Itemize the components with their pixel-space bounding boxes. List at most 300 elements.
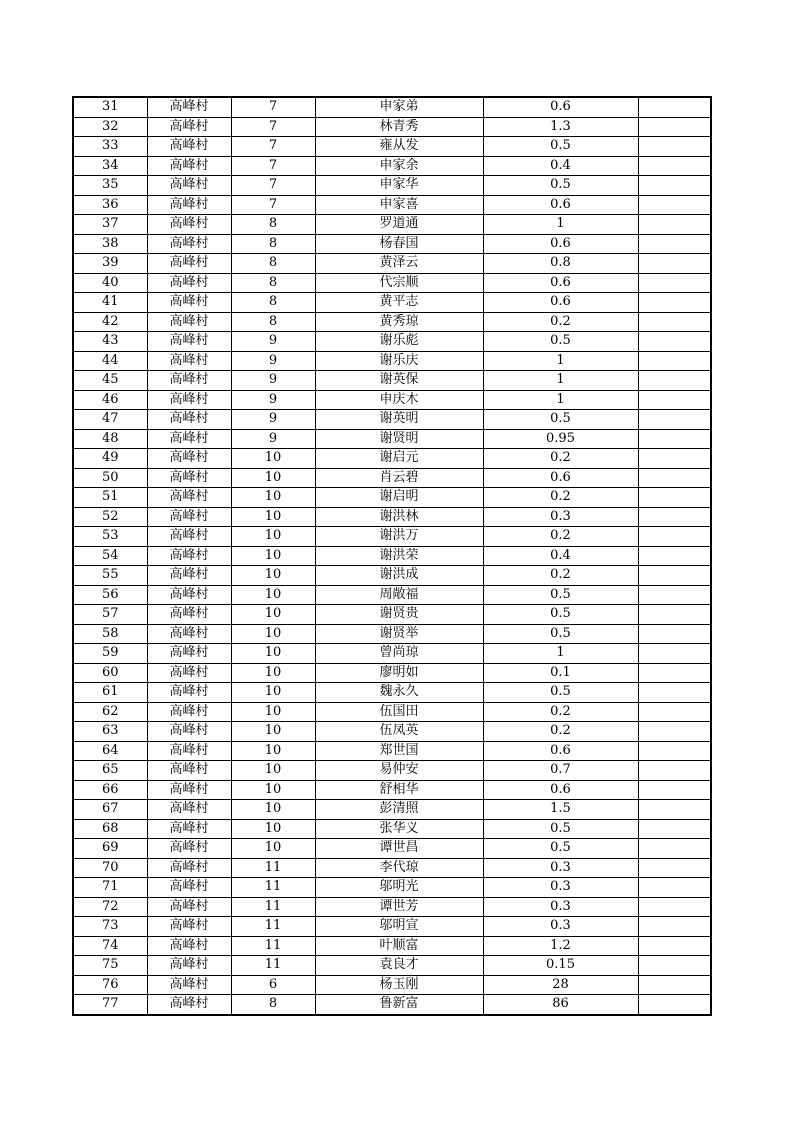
table-row [73, 390, 711, 410]
row-number-cell: 36 [73, 195, 147, 215]
village-cell: 高峰村 [147, 234, 231, 254]
group-cell: 7 [231, 176, 315, 196]
amount-cell: 0.6 [483, 273, 638, 293]
name-cell: 谢启元 [315, 449, 483, 469]
group-cell: 8 [231, 254, 315, 274]
group-cell: 10 [231, 644, 315, 664]
amount-cell: 0.4 [483, 156, 638, 176]
remark-cell [638, 254, 711, 274]
row-number-cell: 47 [73, 410, 147, 430]
name-cell: 魏永久 [315, 683, 483, 703]
table-row [73, 956, 711, 976]
village-cell: 高峰村 [147, 663, 231, 683]
amount-cell: 0.5 [483, 410, 638, 430]
amount-cell: 0.5 [483, 137, 638, 157]
amount-cell: 0.5 [483, 819, 638, 839]
name-cell: 舒相华 [315, 780, 483, 800]
table-row [73, 293, 711, 313]
name-cell: 叶顺富 [315, 936, 483, 956]
village-cell: 高峰村 [147, 273, 231, 293]
table-row [73, 117, 711, 137]
row-number-cell: 42 [73, 312, 147, 332]
table-row [73, 741, 711, 761]
name-cell: 鲁新富 [315, 995, 483, 1015]
remark-cell [638, 312, 711, 332]
village-cell: 高峰村 [147, 956, 231, 976]
remark-cell [638, 429, 711, 449]
name-cell: 肖云碧 [315, 468, 483, 488]
row-number-cell: 41 [73, 293, 147, 313]
name-cell: 谭世芳 [315, 897, 483, 917]
table-row [73, 156, 711, 176]
village-cell: 高峰村 [147, 975, 231, 995]
table-row [73, 995, 711, 1015]
remark-cell [638, 780, 711, 800]
table-row [73, 137, 711, 157]
name-cell: 杨玉刚 [315, 975, 483, 995]
row-number-cell: 77 [73, 995, 147, 1015]
amount-cell: 0.6 [483, 741, 638, 761]
table-row [73, 605, 711, 625]
amount-cell: 0.95 [483, 429, 638, 449]
row-number-cell: 31 [73, 97, 147, 117]
amount-cell: 0.6 [483, 97, 638, 117]
amount-cell: 0.8 [483, 254, 638, 274]
group-cell: 9 [231, 410, 315, 430]
row-number-cell: 53 [73, 527, 147, 547]
name-cell: 谢乐彪 [315, 332, 483, 352]
village-cell: 高峰村 [147, 156, 231, 176]
remark-cell [638, 390, 711, 410]
row-number-cell: 74 [73, 936, 147, 956]
village-cell: 高峰村 [147, 644, 231, 664]
name-cell: 谢英明 [315, 410, 483, 430]
name-cell: 申家喜 [315, 195, 483, 215]
name-cell: 周敞福 [315, 585, 483, 605]
village-cell: 高峰村 [147, 312, 231, 332]
table-row [73, 644, 711, 664]
table-row [73, 702, 711, 722]
table-row [73, 488, 711, 508]
amount-cell: 1 [483, 215, 638, 235]
amount-cell: 0.2 [483, 312, 638, 332]
group-cell: 10 [231, 624, 315, 644]
row-number-cell: 43 [73, 332, 147, 352]
remark-cell [638, 137, 711, 157]
amount-cell: 0.5 [483, 332, 638, 352]
remark-cell [638, 995, 711, 1015]
amount-cell: 0.3 [483, 507, 638, 527]
village-cell: 高峰村 [147, 390, 231, 410]
row-number-cell: 75 [73, 956, 147, 976]
row-number-cell: 62 [73, 702, 147, 722]
name-cell: 袁良才 [315, 956, 483, 976]
row-number-cell: 44 [73, 351, 147, 371]
name-cell: 代宗顺 [315, 273, 483, 293]
group-cell: 10 [231, 566, 315, 586]
name-cell: 申家余 [315, 156, 483, 176]
table-row [73, 839, 711, 859]
remark-cell [638, 663, 711, 683]
amount-cell: 0.1 [483, 663, 638, 683]
remark-cell [638, 234, 711, 254]
row-number-cell: 56 [73, 585, 147, 605]
group-cell: 8 [231, 234, 315, 254]
group-cell: 7 [231, 97, 315, 117]
amount-cell: 0.7 [483, 761, 638, 781]
village-cell: 高峰村 [147, 936, 231, 956]
row-number-cell: 45 [73, 371, 147, 391]
row-number-cell: 54 [73, 546, 147, 566]
remark-cell [638, 97, 711, 117]
group-cell: 7 [231, 156, 315, 176]
remark-cell [638, 585, 711, 605]
remark-cell [638, 741, 711, 761]
group-cell: 8 [231, 215, 315, 235]
row-number-cell: 67 [73, 800, 147, 820]
amount-cell: 0.3 [483, 858, 638, 878]
name-cell: 伍国田 [315, 702, 483, 722]
table-row [73, 371, 711, 391]
remark-cell [638, 624, 711, 644]
group-cell: 11 [231, 936, 315, 956]
table-row [73, 663, 711, 683]
village-cell: 高峰村 [147, 468, 231, 488]
group-cell: 11 [231, 878, 315, 898]
name-cell: 李代琼 [315, 858, 483, 878]
table-row [73, 332, 711, 352]
village-cell: 高峰村 [147, 624, 231, 644]
group-cell: 10 [231, 683, 315, 703]
row-number-cell: 33 [73, 137, 147, 157]
remark-cell [638, 449, 711, 469]
table-row [73, 195, 711, 215]
group-cell: 8 [231, 273, 315, 293]
name-cell: 黄平志 [315, 293, 483, 313]
table-row [73, 468, 711, 488]
remark-cell [638, 293, 711, 313]
village-cell: 高峰村 [147, 527, 231, 547]
amount-cell: 0.5 [483, 624, 638, 644]
group-cell: 9 [231, 371, 315, 391]
amount-cell: 0.2 [483, 702, 638, 722]
row-number-cell: 32 [73, 117, 147, 137]
row-number-cell: 48 [73, 429, 147, 449]
group-cell: 10 [231, 585, 315, 605]
data-table [72, 96, 712, 1016]
table-row [73, 215, 711, 235]
group-cell: 9 [231, 390, 315, 410]
name-cell: 申庆木 [315, 390, 483, 410]
remark-cell [638, 371, 711, 391]
remark-cell [638, 566, 711, 586]
row-number-cell: 64 [73, 741, 147, 761]
remark-cell [638, 761, 711, 781]
village-cell: 高峰村 [147, 215, 231, 235]
group-cell: 10 [231, 605, 315, 625]
group-cell: 10 [231, 468, 315, 488]
village-cell: 高峰村 [147, 97, 231, 117]
table-row [73, 975, 711, 995]
remark-cell [638, 527, 711, 547]
group-cell: 10 [231, 722, 315, 742]
name-cell: 谭世昌 [315, 839, 483, 859]
remark-cell [638, 858, 711, 878]
name-cell: 邬明宣 [315, 917, 483, 937]
village-cell: 高峰村 [147, 293, 231, 313]
remark-cell [638, 273, 711, 293]
remark-cell [638, 956, 711, 976]
row-number-cell: 58 [73, 624, 147, 644]
row-number-cell: 57 [73, 605, 147, 625]
row-number-cell: 39 [73, 254, 147, 274]
table-row [73, 566, 711, 586]
village-cell: 高峰村 [147, 332, 231, 352]
remark-cell [638, 975, 711, 995]
row-number-cell: 35 [73, 176, 147, 196]
village-cell: 高峰村 [147, 741, 231, 761]
table-row [73, 449, 711, 469]
table-row [73, 761, 711, 781]
name-cell: 廖明如 [315, 663, 483, 683]
name-cell: 谢贤明 [315, 429, 483, 449]
amount-cell: 86 [483, 995, 638, 1015]
row-number-cell: 37 [73, 215, 147, 235]
group-cell: 10 [231, 507, 315, 527]
table-row [73, 527, 711, 547]
name-cell: 邬明光 [315, 878, 483, 898]
group-cell: 10 [231, 546, 315, 566]
name-cell: 申家华 [315, 176, 483, 196]
table-row [73, 234, 711, 254]
village-cell: 高峰村 [147, 566, 231, 586]
amount-cell: 0.6 [483, 468, 638, 488]
table-row [73, 273, 711, 293]
name-cell: 谢英保 [315, 371, 483, 391]
village-cell: 高峰村 [147, 605, 231, 625]
row-number-cell: 68 [73, 819, 147, 839]
name-cell: 彭清照 [315, 800, 483, 820]
name-cell: 谢洪荣 [315, 546, 483, 566]
amount-cell: 0.3 [483, 897, 638, 917]
remark-cell [638, 644, 711, 664]
village-cell: 高峰村 [147, 449, 231, 469]
table-row [73, 410, 711, 430]
group-cell: 9 [231, 429, 315, 449]
name-cell: 伍凤英 [315, 722, 483, 742]
village-cell: 高峰村 [147, 897, 231, 917]
amount-cell: 0.6 [483, 780, 638, 800]
row-number-cell: 52 [73, 507, 147, 527]
remark-cell [638, 702, 711, 722]
table-row [73, 917, 711, 937]
village-cell: 高峰村 [147, 819, 231, 839]
amount-cell: 1.2 [483, 936, 638, 956]
village-cell: 高峰村 [147, 995, 231, 1015]
remark-cell [638, 507, 711, 527]
row-number-cell: 65 [73, 761, 147, 781]
village-cell: 高峰村 [147, 371, 231, 391]
amount-cell: 0.5 [483, 176, 638, 196]
amount-cell: 0.2 [483, 527, 638, 547]
name-cell: 黄秀琼 [315, 312, 483, 332]
remark-cell [638, 156, 711, 176]
remark-cell [638, 468, 711, 488]
table-row [73, 312, 711, 332]
table-row [73, 936, 711, 956]
amount-cell: 0.15 [483, 956, 638, 976]
name-cell: 申家弟 [315, 97, 483, 117]
village-cell: 高峰村 [147, 410, 231, 430]
remark-cell [638, 117, 711, 137]
table-row [73, 176, 711, 196]
village-cell: 高峰村 [147, 488, 231, 508]
name-cell: 曾尚琼 [315, 644, 483, 664]
table-row [73, 683, 711, 703]
group-cell: 10 [231, 663, 315, 683]
table-row [73, 878, 711, 898]
remark-cell [638, 605, 711, 625]
group-cell: 7 [231, 117, 315, 137]
remark-cell [638, 800, 711, 820]
amount-cell: 1 [483, 351, 638, 371]
row-number-cell: 50 [73, 468, 147, 488]
village-cell: 高峰村 [147, 195, 231, 215]
village-cell: 高峰村 [147, 878, 231, 898]
row-number-cell: 73 [73, 917, 147, 937]
remark-cell [638, 897, 711, 917]
table-row [73, 97, 711, 117]
row-number-cell: 38 [73, 234, 147, 254]
table-row [73, 858, 711, 878]
table-row [73, 429, 711, 449]
amount-cell: 0.3 [483, 917, 638, 937]
name-cell: 罗道通 [315, 215, 483, 235]
name-cell: 林青秀 [315, 117, 483, 137]
group-cell: 9 [231, 351, 315, 371]
table-row [73, 507, 711, 527]
group-cell: 7 [231, 195, 315, 215]
amount-cell: 0.3 [483, 878, 638, 898]
amount-cell: 0.2 [483, 449, 638, 469]
row-number-cell: 40 [73, 273, 147, 293]
name-cell: 黄泽云 [315, 254, 483, 274]
remark-cell [638, 332, 711, 352]
amount-cell: 0.2 [483, 488, 638, 508]
group-cell: 11 [231, 956, 315, 976]
row-number-cell: 34 [73, 156, 147, 176]
amount-cell: 0.5 [483, 839, 638, 859]
table-row [73, 819, 711, 839]
remark-cell [638, 722, 711, 742]
name-cell: 谢贤举 [315, 624, 483, 644]
group-cell: 10 [231, 761, 315, 781]
village-cell: 高峰村 [147, 761, 231, 781]
table-row [73, 585, 711, 605]
village-cell: 高峰村 [147, 702, 231, 722]
village-cell: 高峰村 [147, 858, 231, 878]
group-cell: 10 [231, 741, 315, 761]
group-cell: 10 [231, 488, 315, 508]
group-cell: 11 [231, 858, 315, 878]
row-number-cell: 72 [73, 897, 147, 917]
row-number-cell: 69 [73, 839, 147, 859]
table-row [73, 351, 711, 371]
remark-cell [638, 176, 711, 196]
village-cell: 高峰村 [147, 254, 231, 274]
amount-cell: 0.2 [483, 566, 638, 586]
group-cell: 10 [231, 449, 315, 469]
amount-cell: 0.2 [483, 722, 638, 742]
amount-cell: 0.5 [483, 683, 638, 703]
amount-cell: 1.5 [483, 800, 638, 820]
amount-cell: 1 [483, 371, 638, 391]
amount-cell: 0.4 [483, 546, 638, 566]
row-number-cell: 49 [73, 449, 147, 469]
name-cell: 杨春国 [315, 234, 483, 254]
name-cell: 雍从发 [315, 137, 483, 157]
village-cell: 高峰村 [147, 585, 231, 605]
amount-cell: 1 [483, 390, 638, 410]
remark-cell [638, 917, 711, 937]
table-row [73, 780, 711, 800]
village-cell: 高峰村 [147, 780, 231, 800]
table-row [73, 722, 711, 742]
village-cell: 高峰村 [147, 137, 231, 157]
village-cell: 高峰村 [147, 546, 231, 566]
remark-cell [638, 215, 711, 235]
table-row [73, 546, 711, 566]
group-cell: 10 [231, 702, 315, 722]
amount-cell: 0.5 [483, 585, 638, 605]
name-cell: 谢洪万 [315, 527, 483, 547]
village-cell: 高峰村 [147, 839, 231, 859]
name-cell: 谢贤贵 [315, 605, 483, 625]
group-cell: 6 [231, 975, 315, 995]
name-cell: 郑世国 [315, 741, 483, 761]
name-cell: 谢启明 [315, 488, 483, 508]
row-number-cell: 63 [73, 722, 147, 742]
group-cell: 11 [231, 917, 315, 937]
amount-cell: 28 [483, 975, 638, 995]
remark-cell [638, 819, 711, 839]
row-number-cell: 70 [73, 858, 147, 878]
row-number-cell: 59 [73, 644, 147, 664]
name-cell: 谢洪林 [315, 507, 483, 527]
name-cell: 易仲安 [315, 761, 483, 781]
name-cell: 谢乐庆 [315, 351, 483, 371]
table-row [73, 254, 711, 274]
remark-cell [638, 195, 711, 215]
row-number-cell: 61 [73, 683, 147, 703]
remark-cell [638, 878, 711, 898]
row-number-cell: 76 [73, 975, 147, 995]
row-number-cell: 46 [73, 390, 147, 410]
group-cell: 10 [231, 839, 315, 859]
amount-cell: 1.3 [483, 117, 638, 137]
village-cell: 高峰村 [147, 800, 231, 820]
village-cell: 高峰村 [147, 507, 231, 527]
amount-cell: 1 [483, 644, 638, 664]
name-cell: 谢洪成 [315, 566, 483, 586]
group-cell: 7 [231, 137, 315, 157]
village-cell: 高峰村 [147, 176, 231, 196]
table-row [73, 800, 711, 820]
amount-cell: 0.6 [483, 234, 638, 254]
group-cell: 10 [231, 800, 315, 820]
amount-cell: 0.6 [483, 293, 638, 313]
group-cell: 8 [231, 293, 315, 313]
